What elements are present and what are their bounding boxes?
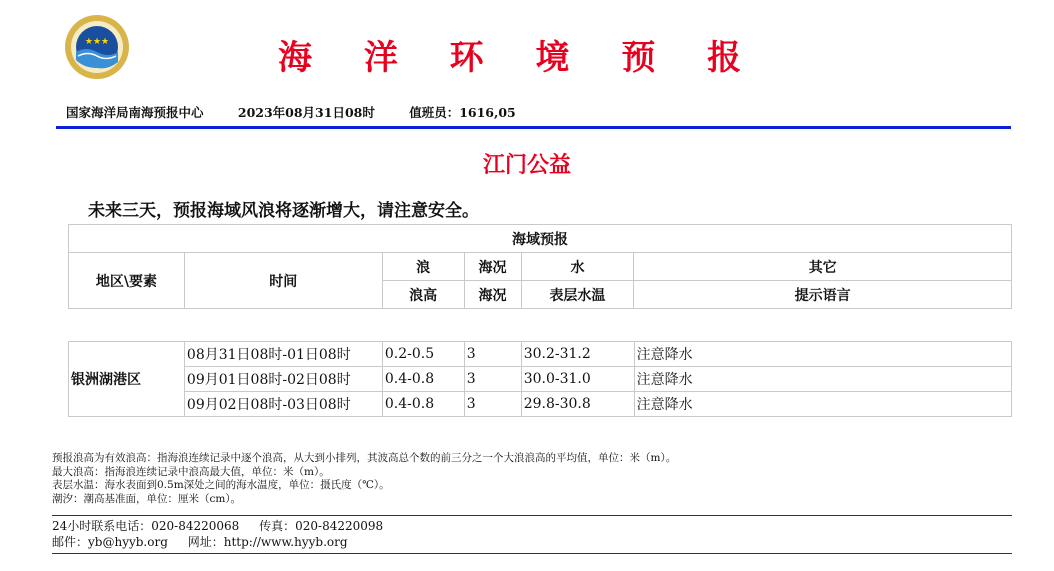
contact-website[interactable]: 网址：http://www.hyyb.org: [187, 535, 348, 549]
agency-name: 国家海洋局南海预报中心: [66, 105, 204, 120]
col-region: 地区\要素: [69, 253, 185, 309]
note-max-wave: 最大浪高：指海浪连续记录中浪高最大值，单位：米（m）。: [52, 465, 330, 478]
wave-cell: 0.2-0.5: [382, 342, 464, 367]
col-other: 其它: [634, 253, 1012, 281]
temp-cell: 29.8-30.8: [521, 392, 634, 417]
sea-cell: 3: [464, 367, 521, 392]
forecast-table-body: [68, 341, 1012, 417]
footnotes: [52, 452, 676, 506]
col-sea: 海况: [464, 253, 521, 281]
sub-water: 表层水温: [521, 281, 634, 309]
col-wave: 浪: [382, 253, 464, 281]
forecast-table-header: [68, 224, 1012, 309]
table-row: [69, 392, 1012, 417]
time-cell: 08月31日08时-01日08时: [184, 342, 382, 367]
temp-cell: 30.0-31.0: [521, 367, 634, 392]
issue-datetime: 2023年08月31日08时: [237, 105, 375, 120]
forecast-notice: 未来三天，预报海域风浪将逐渐增大，请注意安全。: [88, 201, 479, 221]
sea-cell: 3: [464, 342, 521, 367]
tip-cell: 注意降水: [634, 367, 1011, 392]
tip-cell: 注意降水: [634, 342, 1011, 367]
contact-fax: 传真：020-84220098: [259, 519, 384, 533]
col-time: 时间: [184, 253, 382, 309]
sea-cell: 3: [464, 392, 521, 417]
wave-cell: 0.4-0.8: [382, 367, 464, 392]
note-water-temp: 表层水温：海水表面到0.5m深处之间的海水温度，单位：摄氏度（℃）。: [52, 479, 390, 491]
note-wave-height: 预报浪高为有效浪高：指海浪连续记录中逐个浪高，从大到小排列，其波高总个数的前三分之一个大浪浪高的平均值，单位：米（m）。: [52, 452, 677, 464]
info-bar: [66, 103, 546, 121]
contact-info: [52, 518, 399, 550]
header-divider: [56, 126, 1011, 129]
sub-other: 提示语言: [634, 281, 1012, 309]
note-tide: 潮汐：潮高基准面，单位：厘米（cm）。: [52, 492, 242, 505]
section-title: 海域预报: [69, 225, 1012, 253]
soa-emblem-icon: [64, 14, 130, 80]
sub-wave: 浪高: [382, 281, 464, 309]
sub-sea: 海况: [464, 281, 521, 309]
duty-officer: 值班员：1616,05: [409, 105, 516, 120]
tip-cell: 注意降水: [634, 392, 1011, 417]
contact-phone: 24小时联系电话：020-84220068: [52, 519, 240, 533]
table-row: [69, 367, 1012, 392]
page-title: 海 洋 环 境 预 报: [278, 38, 762, 78]
footer-bottom-divider: [52, 553, 1012, 554]
svg-text:★★★: ★★★: [84, 37, 110, 47]
time-cell: 09月02日08时-03日08时: [184, 392, 382, 417]
temp-cell: 30.2-31.2: [521, 342, 634, 367]
time-cell: 09月01日08时-02日08时: [184, 367, 382, 392]
wave-cell: 0.4-0.8: [382, 392, 464, 417]
col-water: 水: [521, 253, 634, 281]
table-row: [69, 342, 1012, 367]
footer-divider: [52, 515, 1012, 516]
station-name: 江门公益: [482, 153, 571, 178]
contact-email[interactable]: 邮件：yb@hyyb.org: [52, 535, 168, 549]
region-cell: 银洲湖港区: [69, 342, 185, 417]
